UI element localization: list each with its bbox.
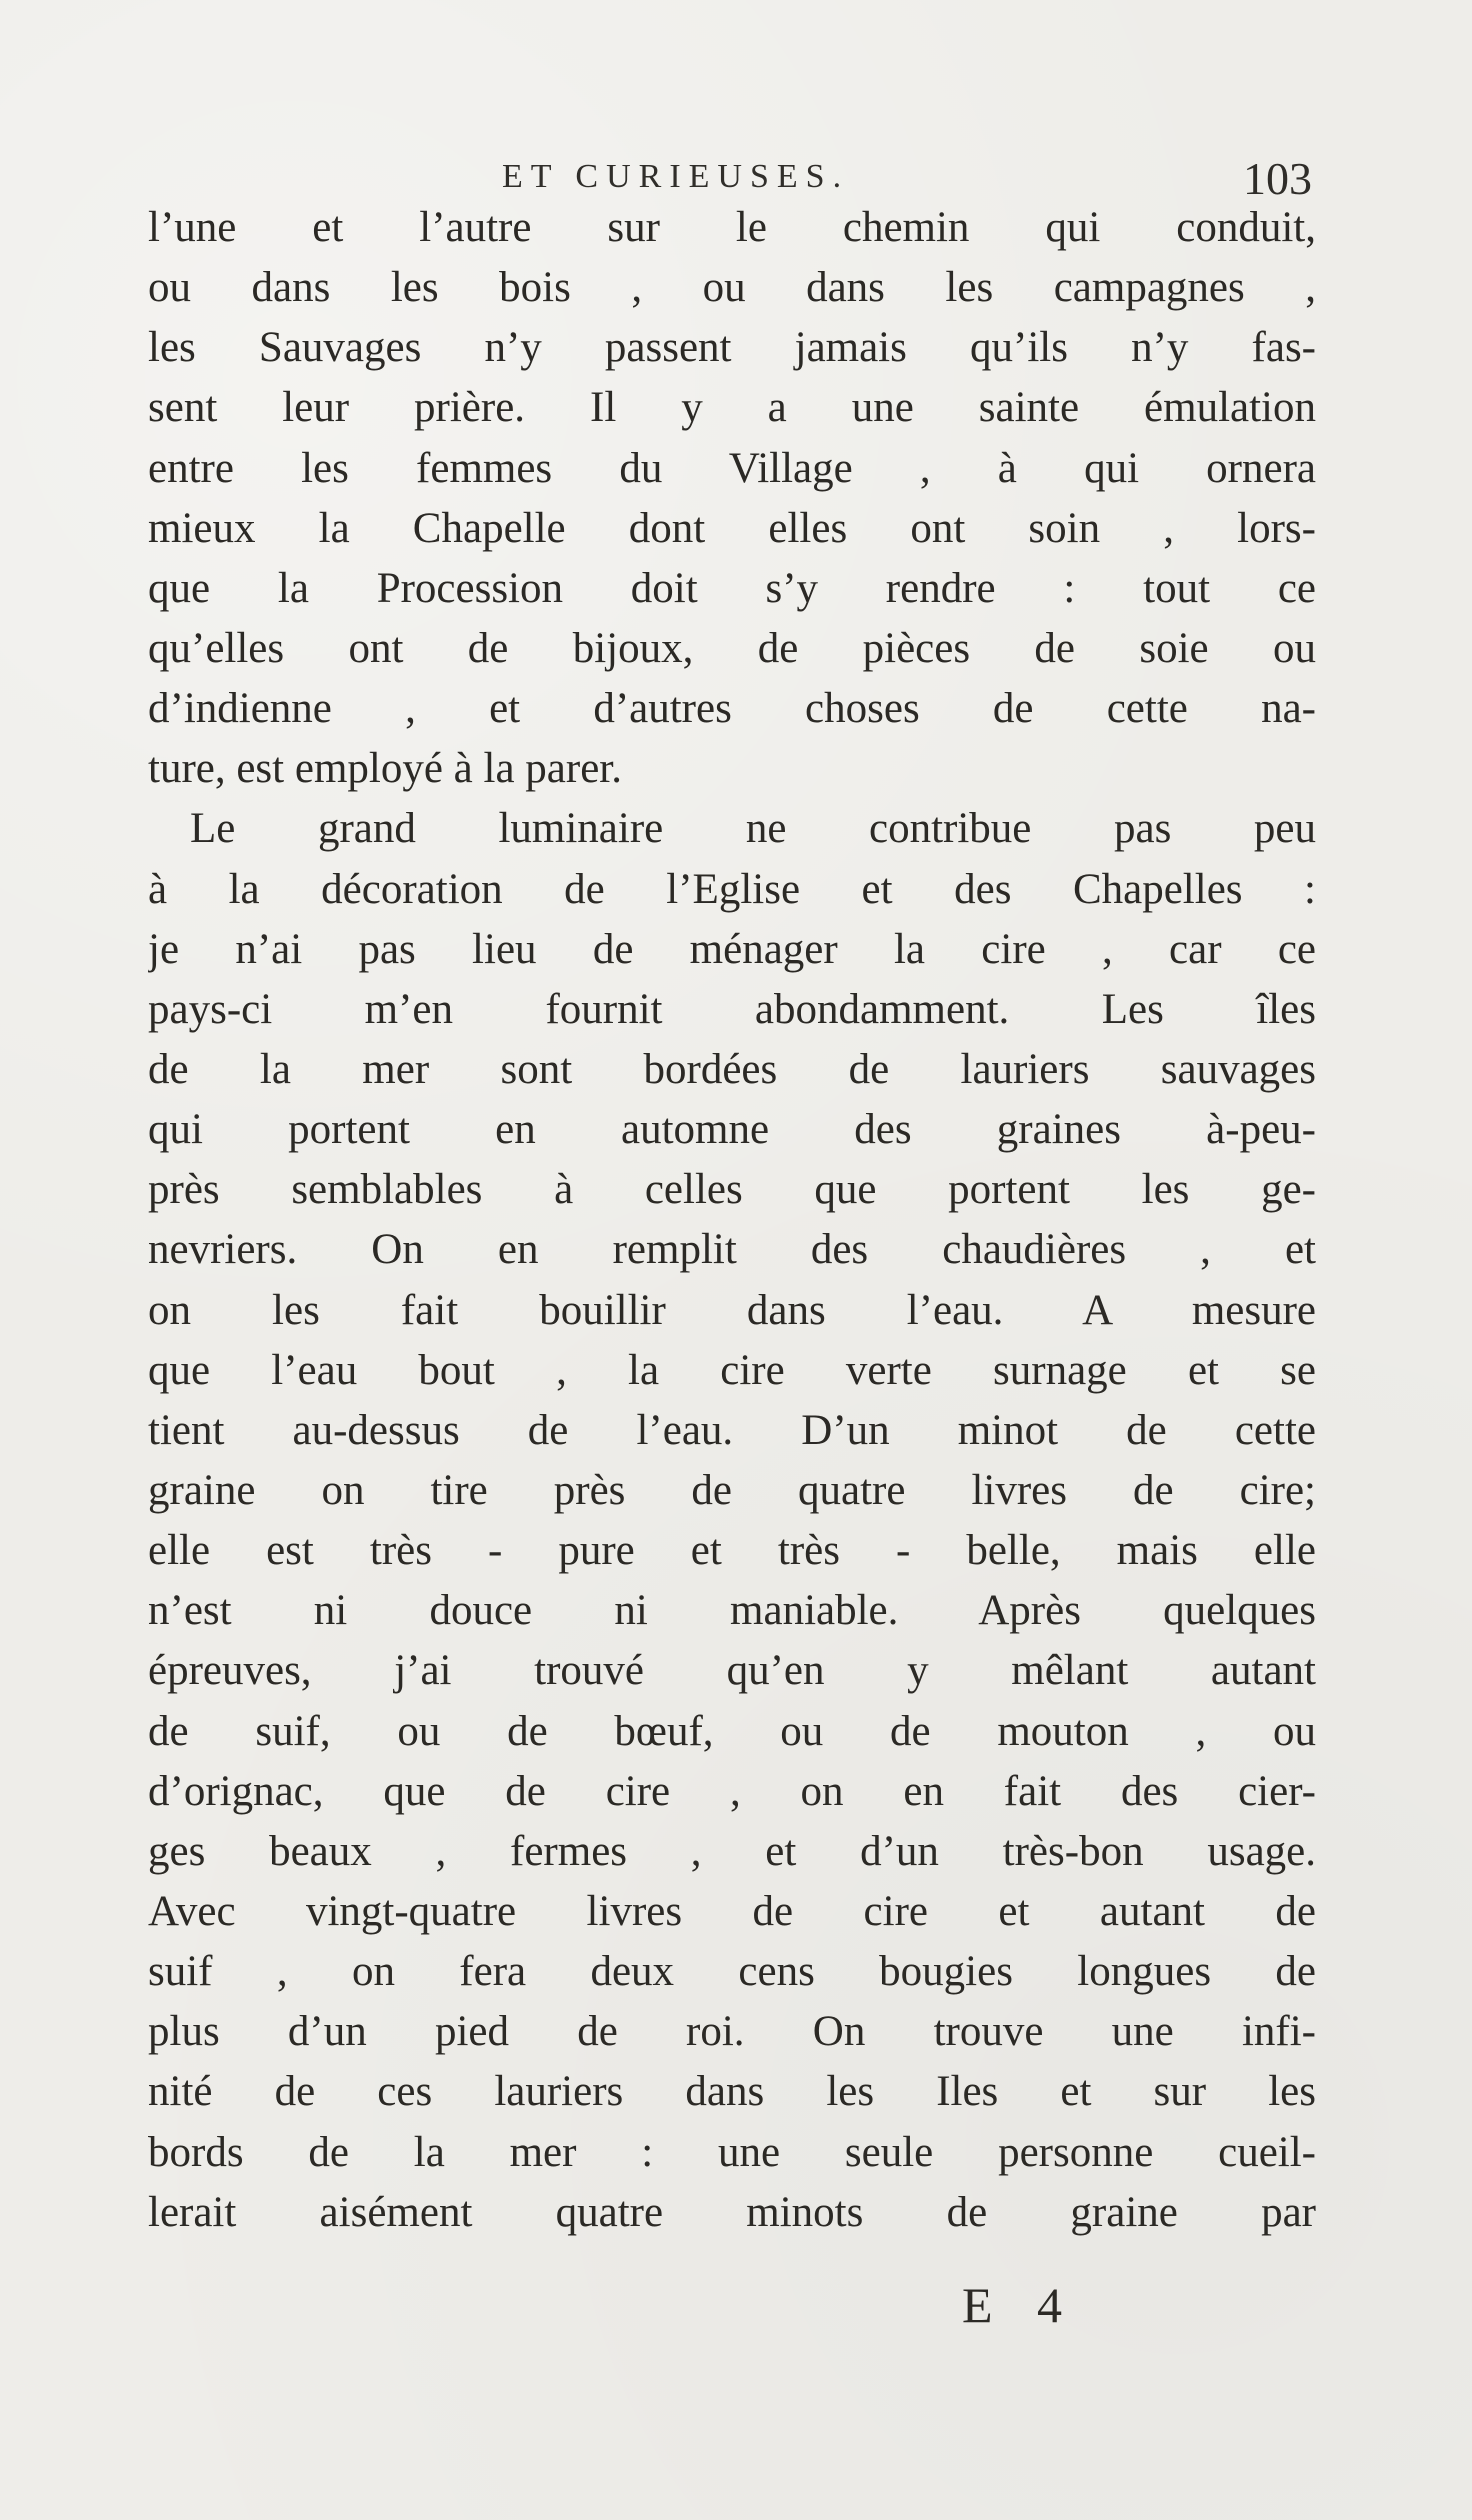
text-line: qui portent en automne des graines à-peu- [148,1106,1316,1154]
text-line: entre les femmes du Village , à qui ornera [148,444,1316,492]
page-number: 103 [1243,153,1312,204]
text-line: ou dans les bois , ou dans les campagnes , [148,264,1316,312]
text-line: de suif, ou de bœuf, ou de mouton , ou [148,1707,1316,1755]
text-line: je n’ai pas lieu de ménager la cire , car ce [148,925,1316,973]
text-line: bords de la mer : une seule personne cueil- [148,2128,1316,2176]
text-line: lerait aisément quatre minots de graine par [148,2188,1316,2236]
text-line: épreuves, j’ai trouvé qu’en y mêlant autant [148,1647,1316,1695]
text-line: que la Procession doit s’y rendre : tout ce [148,564,1316,612]
text-line: que l’eau bout , la cire verte surnage et se [148,1346,1316,1394]
text-line: qu’elles ont de bijoux, de pièces de soie ou [148,624,1316,672]
text-line: à la décoration de l’Eglise et des Chapelles : [148,865,1316,913]
text-line: on les fait bouillir dans l’eau. A mesure [148,1286,1316,1334]
running-title: ET CURIEUSES. [502,158,850,195]
text-line: nité de ces lauriers dans les Iles et sur les [148,2068,1316,2116]
text-line: ges beaux , fermes , et d’un très-bon usage. [148,1827,1316,1875]
text-line: tient au-dessus de l’eau. D’un minot de cette [148,1406,1316,1454]
text-line: nevriers. On en remplit des chaudières , et [148,1226,1316,1274]
text-line: plus d’un pied de roi. On trouve une infi- [148,2008,1316,2056]
text-line: Avec vingt-quatre livres de cire et autant de [148,1887,1316,1935]
body-text [148,198,1316,2243]
text-line: pays-ci m’en fournit abondamment. Les îles [148,985,1316,1033]
text-line: d’indienne , et d’autres choses de cette na- [148,685,1316,733]
text-line: suif , on fera deux cens bougies longues de [148,1948,1316,1996]
text-line: graine on tire près de quatre livres de cire; [148,1466,1316,1514]
text-line: elle est très - pure et très - belle, mais elle [148,1527,1316,1575]
text-line: mieux la Chapelle dont elles ont soin , lors- [148,504,1316,552]
text-line: près semblables à celles que portent les ge- [148,1166,1316,1214]
text-line: n’est ni douce ni maniable. Après quelques [148,1587,1316,1635]
text-line: de la mer sont bordées de lauriers sauvages [148,1045,1316,1093]
text-line: ture, est employé à la parer. [148,745,622,793]
text-line: l’une et l’autre sur le chemin qui conduit, [148,204,1316,251]
text-line: les Sauvages n’y passent jamais qu’ils n’y fas- [148,324,1316,372]
text-line: sent leur prière. Il y a une sainte émulation [148,384,1316,432]
text-line: Le grand luminaire ne contribue pas peu [190,805,1316,853]
text-line: d’orignac, que de cire , on en fait des cier- [148,1767,1316,1815]
printer-signature: E 4 [962,2277,1079,2333]
